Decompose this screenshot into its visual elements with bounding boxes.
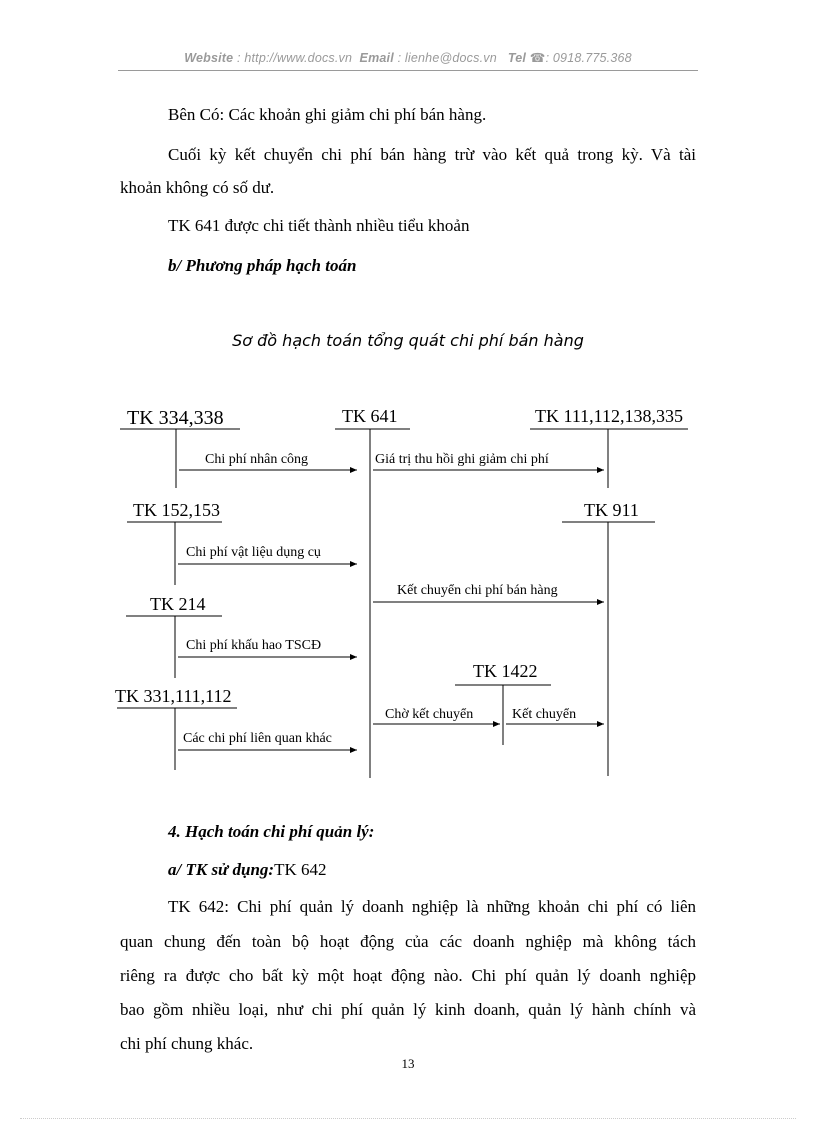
label-khau-hao: Chi phí khấu hao TSCĐ bbox=[186, 638, 322, 653]
heading-phuong-phap: b/ Phương pháp hạch toán bbox=[168, 256, 357, 275]
email-label: Email bbox=[359, 51, 394, 65]
account-tk334: TK 334,338 bbox=[127, 407, 224, 429]
paragraph-tk641: TK 641 được chi tiết thành nhiều tiểu khoản bbox=[168, 216, 470, 235]
account-tk111: TK 111,112,138,335 bbox=[535, 406, 683, 426]
account-tk641: TK 641 bbox=[342, 406, 398, 426]
subheading-tk-su-dung bbox=[168, 860, 327, 880]
diagram-caption: Sơ đồ hạch toán tổng quát chi phí bán hàng bbox=[232, 331, 584, 350]
subheading-tk-su-dung-value: TK 642 bbox=[274, 860, 327, 879]
subheading-tk-su-dung-label: a/ TK sử dụng: bbox=[168, 860, 275, 879]
account-tk1422: TK 1422 bbox=[473, 661, 538, 681]
account-tk152: TK 152,153 bbox=[133, 500, 220, 520]
website-label: Website bbox=[184, 51, 234, 65]
label-ket-chuyen-ban-hang: Kết chuyển chi phí bán hàng bbox=[397, 583, 558, 598]
page-number: 13 bbox=[401, 1056, 415, 1071]
paragraph-tk642-line3: riêng ra được cho bất kỳ một hoạt động nào. Chi phí quản lý doanh nghiệp bbox=[120, 966, 696, 985]
paragraph-tk642-line1: TK 642: Chi phí quản lý doanh nghiệp là những khoản chi phí có liên bbox=[168, 897, 696, 916]
label-ket-chuyen: Kết chuyển bbox=[512, 707, 577, 722]
paragraph-tk642-line4: bao gồm nhiều loại, như chi phí quản lý kinh doanh, quản lý hành chính và bbox=[120, 1000, 696, 1019]
account-tk214: TK 214 bbox=[150, 594, 206, 614]
tel-label: Tel bbox=[507, 51, 527, 65]
label-nhan-cong: Chi phí nhân công bbox=[205, 452, 309, 467]
label-vat-lieu: Chi phí vật liệu dụng cụ bbox=[186, 545, 321, 560]
label-cho-ket-chuyen: Chờ kết chuyển bbox=[385, 707, 474, 722]
label-lien-quan: Các chi phí liên quan khác bbox=[183, 731, 332, 746]
phone-icon: ☎ bbox=[529, 51, 546, 65]
paragraph-khoan-khong: khoản không có số dư. bbox=[120, 178, 275, 197]
paragraph-cuoi-ky: Cuối kỳ kết chuyển chi phí bán hàng trừ vào kết quả trong kỳ. Và tài bbox=[168, 145, 696, 164]
paragraph-tk642-line5: chi phí chung khác. bbox=[120, 1034, 254, 1053]
footer-divider bbox=[20, 1118, 796, 1119]
paragraph-tk642-line2: quan chung đến toàn bộ hoạt động của các doanh nghiệp mà không tách bbox=[120, 932, 696, 951]
heading-section-4: 4. Hạch toán chi phí quản lý: bbox=[168, 822, 375, 841]
paragraph-ben-co: Bên Có: Các khoản ghi giảm chi phí bán hàng. bbox=[168, 105, 487, 124]
account-tk911: TK 911 bbox=[584, 500, 639, 520]
account-tk331: TK 331,111,112 bbox=[115, 686, 232, 706]
label-thu-hoi: Giá trị thu hồi ghi giảm chi phí bbox=[375, 452, 549, 467]
tel-value: : 0918.775.368 bbox=[545, 51, 632, 65]
email-value: : lienhe@docs.vn bbox=[397, 51, 497, 65]
website-value: : http://www.docs.vn bbox=[237, 51, 353, 65]
